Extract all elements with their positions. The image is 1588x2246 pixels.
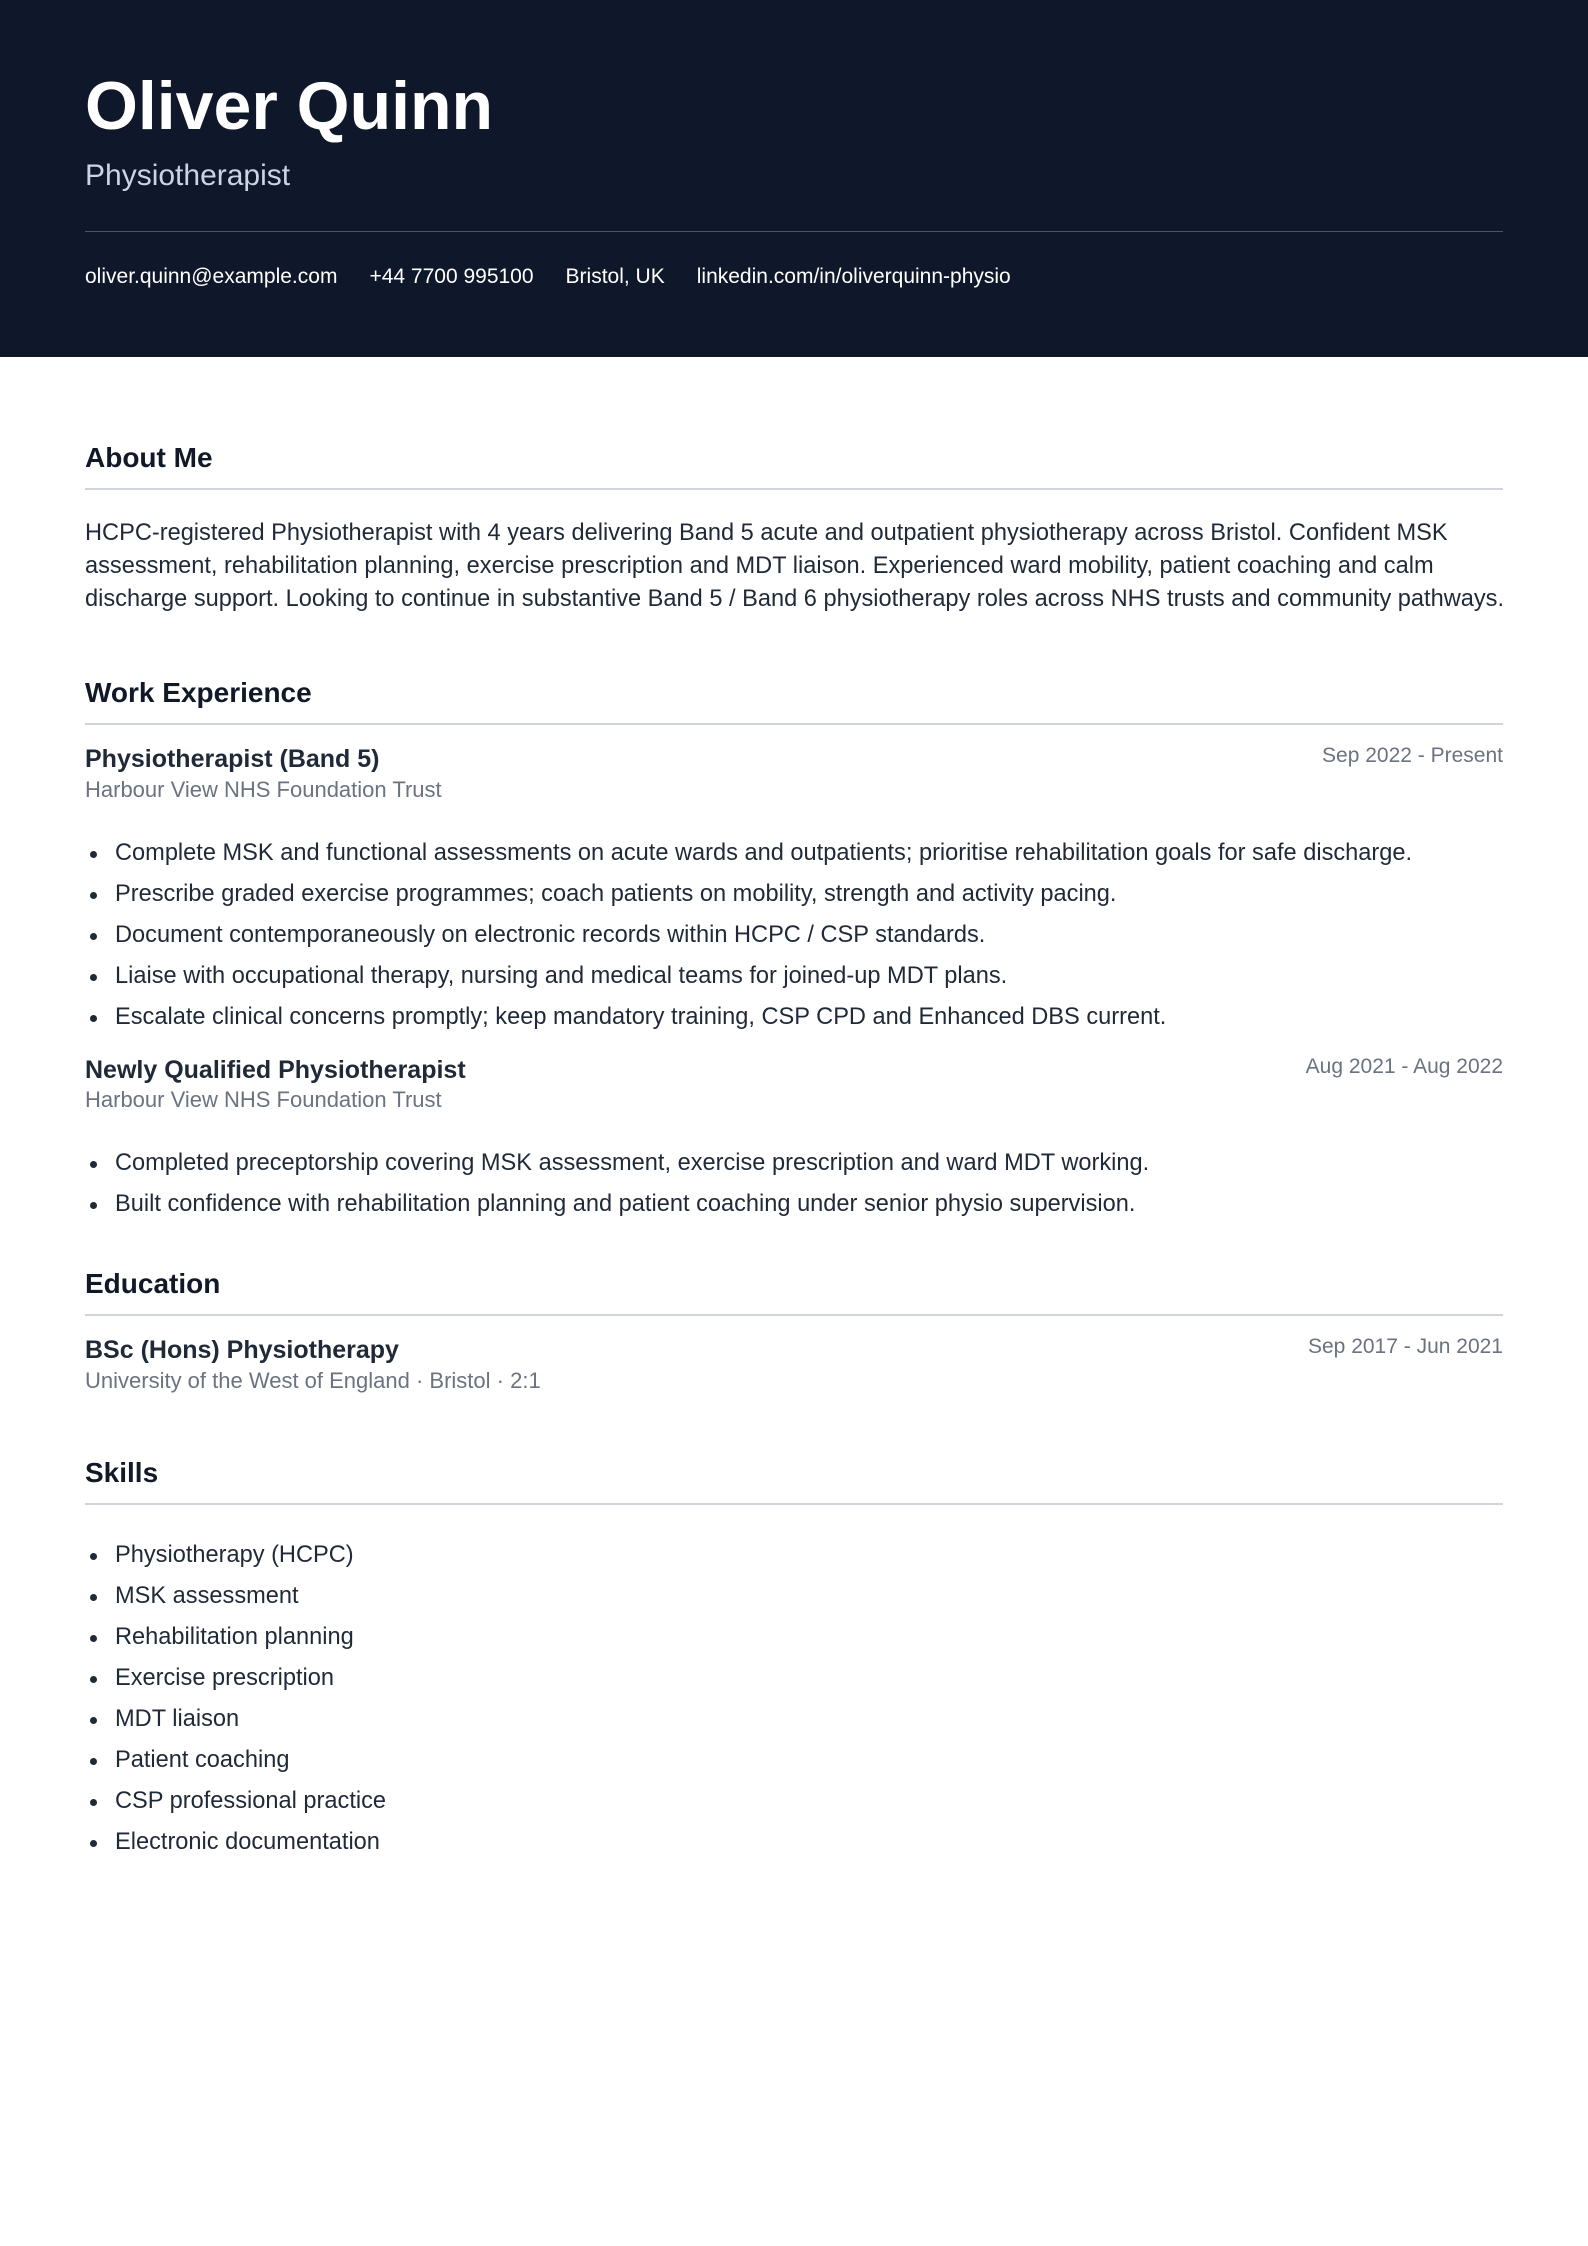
skill-item: MDT liaison (85, 1699, 386, 1740)
skill-item: MSK assessment (85, 1576, 386, 1617)
institution: University of the West of England · Bristol · 2:1 (85, 1368, 541, 1393)
resume-header (0, 0, 1588, 357)
skill-item: Electronic documentation (85, 1822, 386, 1863)
about-text: HCPC-registered Physiotherapist with 4 years delivering Band 5 acute and outpatient physiotherapy across Bristol. Confident MSK assessment, rehabilitation planning, exercise prescription and MDT liaison. Experienced ward mobility, patient coaching and calm discharge support. Looking to continue in substantive Band 5 / Band 6 physiotherapy roles across NHS trusts and community pathways. (85, 520, 1505, 612)
list-item: Prescribe graded exercise programmes; coach patients on mobility, strength and activity pacing. (85, 874, 1412, 915)
job-title: Newly Qualified Physiotherapist (85, 1056, 466, 1084)
candidate-name: Oliver Quinn (85, 68, 494, 144)
experience-section-title: Work Experience (85, 677, 312, 708)
job-bullets (85, 833, 1412, 1038)
contact-location: Bristol, UK (565, 265, 665, 288)
list-item: Completed preceptorship covering MSK assessment, exercise prescription and ward MDT working. (85, 1143, 1149, 1184)
job-organisation: Harbour View NHS Foundation Trust (85, 777, 442, 802)
header-divider (85, 231, 1503, 232)
skill-item: CSP professional practice (85, 1781, 386, 1822)
contact-linkedin[interactable]: linkedin.com/in/oliverquinn-physio (696, 265, 1011, 288)
list-item: Built confidence with rehabilitation planning and patient coaching under senior physio supervision. (85, 1184, 1149, 1225)
job-dates: Aug 2021 - Aug 2022 (1305, 1055, 1503, 1078)
skill-item: Exercise prescription (85, 1658, 386, 1699)
skill-item: Patient coaching (85, 1740, 386, 1781)
list-item: Liaise with occupational therapy, nursing and medical teams for joined-up MDT plans. (85, 956, 1412, 997)
contact-email[interactable]: oliver.quinn@example.com (85, 265, 338, 288)
skills-divider (85, 1503, 1503, 1505)
job-title: Physiotherapist (Band 5) (85, 745, 380, 773)
job-bullets (85, 1143, 1149, 1225)
degree-title: BSc (Hons) Physiotherapy (85, 1336, 399, 1364)
about-divider (85, 488, 1503, 490)
list-item: Document contemporaneously on electronic records within HCPC / CSP standards. (85, 915, 1412, 956)
skills-list (85, 1535, 386, 1863)
list-item: Complete MSK and functional assessments on acute wards and outpatients; prioritise rehabilitation goals for safe discharge. (85, 833, 1412, 874)
candidate-role: Physiotherapist (85, 159, 291, 192)
job-organisation: Harbour View NHS Foundation Trust (85, 1087, 442, 1112)
contact-info (85, 262, 1043, 292)
education-divider (85, 1314, 1503, 1316)
education-section-title: Education (85, 1268, 221, 1299)
job-dates: Sep 2022 - Present (1322, 744, 1503, 767)
skills-section-title: Skills (85, 1457, 159, 1488)
contact-phone[interactable]: +44 7700 995100 (369, 265, 534, 288)
about-section-title: About Me (85, 442, 213, 473)
skill-item: Physiotherapy (HCPC) (85, 1535, 386, 1576)
list-item: Escalate clinical concerns promptly; keep mandatory training, CSP CPD and Enhanced DBS current. (85, 997, 1412, 1038)
experience-divider (85, 723, 1503, 725)
education-dates: Sep 2017 - Jun 2021 (1308, 1335, 1503, 1358)
skill-item: Rehabilitation planning (85, 1617, 386, 1658)
